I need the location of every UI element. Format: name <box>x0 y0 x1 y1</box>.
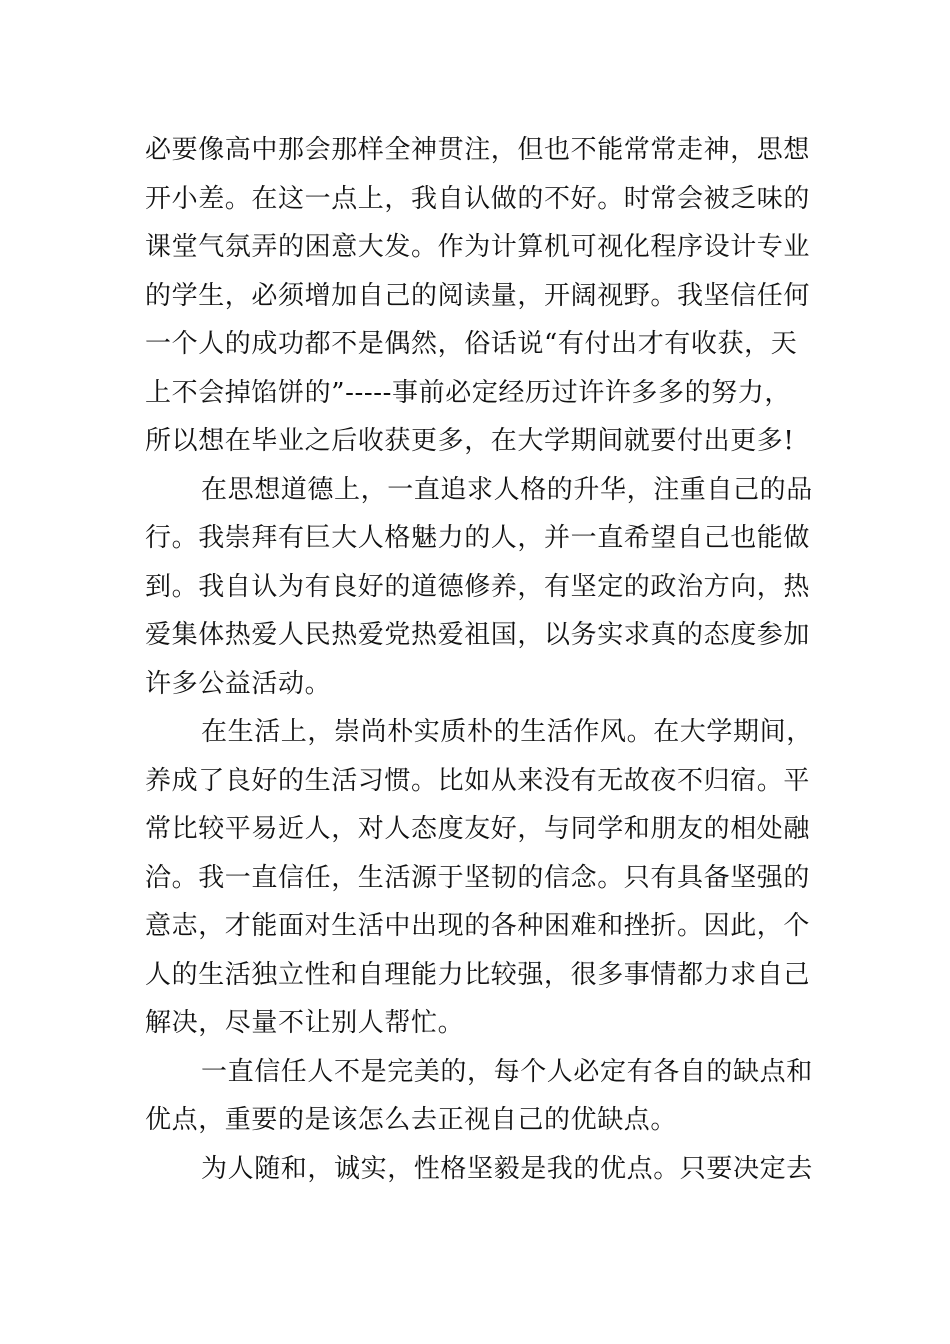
text-line: 解决，尽量不让别人帮忙。 <box>145 1008 465 1038</box>
text-line: 意志，才能面对生活中出现的各种困难和挫折。因此，个 <box>145 911 811 941</box>
text-line: 许多公益活动。 <box>145 668 332 699</box>
text-line: 开小差。在这一点上，我自认做的不好。时常会被乏味的 <box>145 183 811 214</box>
text-line: 优点，重要的是该怎么去正视自己的优缺点。 <box>145 1105 678 1135</box>
text-line: 洽。我一直信任，生活源于坚韧的信念。只有具备坚强的 <box>145 862 811 893</box>
text-line: 必要像高中那会那样全神贯注，但也不能常常走神，思想 <box>145 135 811 165</box>
paragraph-first-line: 在思想道德上，一直追求人格的升华，注重自己的品 <box>201 474 813 505</box>
text-line: 人的生活独立性和自理能力比较强，很多事情都力求自己 <box>145 959 811 990</box>
text-line: 上不会掉馅饼的”-----事前必定经历过许许多多的努力， <box>145 377 792 408</box>
text-line: 养成了良好的生活习惯。比如从来没有无故夜不归宿。平 <box>145 765 811 796</box>
text-line: 所以想在毕业之后收获更多，在大学期间就要付出更多! <box>145 426 795 456</box>
paragraph-first-line: 为人随和，诚实，性格坚毅是我的优点。只要决定去 <box>201 1153 813 1184</box>
text-line: 行。我崇拜有巨大人格魅力的人，并一直希望自己也能做 <box>145 523 811 553</box>
text-line: 到。我自认为有良好的道德修养，有坚定的政治方向，热 <box>145 571 811 602</box>
text-line: 一个人的成功都不是偶然，俗话说“有付出才有收获，天 <box>145 329 798 359</box>
text-line: 爱集体热爱人民热爱党热爱祖国，以务实求真的态度参加 <box>145 620 811 650</box>
body-text <box>145 126 813 1193</box>
text-line: 的学生，必须增加自己的阅读量，开阔视野。我坚信任何 <box>145 280 811 311</box>
paragraph-first-line: 在生活上，崇尚朴实质朴的生活作风。在大学期间， <box>201 717 813 747</box>
text-line: 常比较平易近人，对人态度友好，与同学和朋友的相处融 <box>145 814 811 844</box>
paragraph-first-line: 一直信任人不是完美的，每个人必定有各自的缺点和 <box>201 1056 813 1087</box>
text-line: 课堂气氛弄的困意大发。作为计算机可视化程序设计专业 <box>145 232 811 262</box>
